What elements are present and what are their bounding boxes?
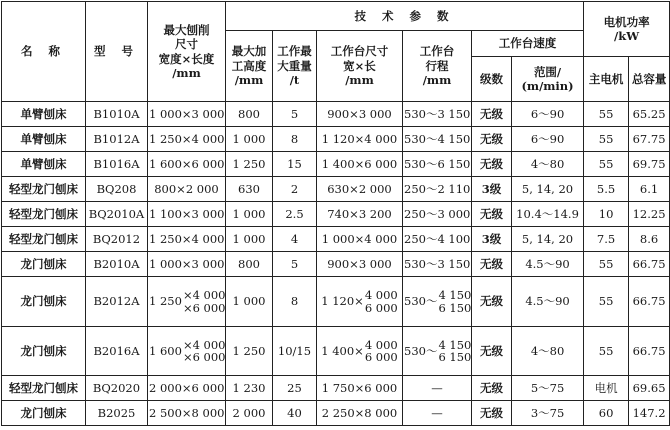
header-main-motor: 主电机 (584, 57, 629, 102)
table-row (2, 102, 670, 127)
table-row (2, 152, 670, 177)
cell-main-motor: 电机 (584, 376, 629, 401)
cell-weight: 8 (273, 127, 317, 152)
cell-travel: — (403, 376, 472, 401)
cell-name: 轻型龙门刨床 (2, 202, 86, 227)
table-row (2, 327, 670, 376)
cell-total: 69.75 (629, 152, 670, 177)
cell-main-motor: 7.5 (584, 227, 629, 252)
cell-weight: 4 (273, 227, 317, 252)
cell-size: 800×2 000 (148, 177, 226, 202)
header-max-weight: 工作最 大重量 /t (273, 31, 317, 102)
cell-model: BQ2020 (86, 376, 148, 401)
cell-name: 单臂刨床 (2, 152, 86, 177)
cell-model: B1016A (86, 152, 148, 177)
cell-height: 1 250 (226, 152, 273, 177)
cell-table-size (317, 277, 403, 327)
travel-stack: 530～ 4 150 6 150 (404, 337, 472, 364)
cell-weight: 15 (273, 152, 317, 177)
cell-name: 龙门刨床 (2, 252, 86, 277)
cell-levels: 3级 (472, 227, 512, 252)
cell-table-size: 1 120×4 000 (317, 127, 403, 152)
cell-weight: 2 (273, 177, 317, 202)
cell-weight: 25 (273, 376, 317, 401)
cell-model: BQ2010A (86, 202, 148, 227)
cell-size: 1 250×4 000 (148, 127, 226, 152)
cell-range: 4～80 (512, 152, 584, 177)
table-size-stack: 1 120× 4 000 6 000 (321, 288, 398, 315)
cell-model: B2012A (86, 277, 148, 327)
table-row (2, 376, 670, 401)
cell-total: 8.6 (629, 227, 670, 252)
cell-height: 1 000 (226, 277, 273, 327)
cell-height: 630 (226, 177, 273, 202)
cell-total: 66.75 (629, 327, 670, 376)
cell-main-motor: 55 (584, 127, 629, 152)
cell-size (148, 327, 226, 376)
cell-height: 2 000 (226, 401, 273, 426)
header-table-speed: 工作台速度 (472, 31, 584, 57)
cell-name: 轻型龙门刨床 (2, 177, 86, 202)
size-stack: 1 250 ×4 000 ×6 000 (149, 288, 226, 315)
cell-range: 6～90 (512, 102, 584, 127)
cell-model: BQ208 (86, 177, 148, 202)
cell-range: 4.5～90 (512, 252, 584, 277)
cell-total: 69.65 (629, 376, 670, 401)
header-tech-params: 技 术 参 数 (226, 2, 584, 31)
table-row (2, 202, 670, 227)
cell-weight: 40 (273, 401, 317, 426)
cell-levels: 无级 (472, 102, 512, 127)
cell-main-motor: 55 (584, 277, 629, 327)
cell-range: 6～90 (512, 127, 584, 152)
cell-weight: 10/15 (273, 327, 317, 376)
header-motor-power: 电机功率 /kW (584, 2, 670, 57)
cell-range: 3～75 (512, 401, 584, 426)
cell-weight: 5 (273, 252, 317, 277)
cell-weight: 2.5 (273, 202, 317, 227)
cell-model: B1012A (86, 127, 148, 152)
cell-model: B2016A (86, 327, 148, 376)
cell-height: 1 000 (226, 227, 273, 252)
cell-total: 66.75 (629, 277, 670, 327)
cell-total: 66.75 (629, 252, 670, 277)
cell-table-size: 900×3 000 (317, 252, 403, 277)
planer-spec-table (1, 1, 670, 426)
cell-total: 67.75 (629, 127, 670, 152)
header-table-travel: 工作台 行程 /mm (403, 31, 472, 102)
cell-name: 轻型龙门刨床 (2, 376, 86, 401)
cell-size: 1 000×3 000 (148, 102, 226, 127)
cell-main-motor: 55 (584, 102, 629, 127)
cell-travel: 530～4 150 (403, 127, 472, 152)
cell-levels: 无级 (472, 252, 512, 277)
cell-table-size (317, 327, 403, 376)
cell-range: 4.5～90 (512, 277, 584, 327)
cell-levels: 3级 (472, 177, 512, 202)
cell-levels: 无级 (472, 127, 512, 152)
table-row (2, 401, 670, 426)
cell-total: 12.25 (629, 202, 670, 227)
cell-name: 龙门刨床 (2, 277, 86, 327)
cell-height: 1 000 (226, 202, 273, 227)
cell-size: 1 100×3 000 (148, 202, 226, 227)
cell-height: 1 000 (226, 127, 273, 152)
cell-travel (403, 277, 472, 327)
cell-table-size: 1 000×4 000 (317, 227, 403, 252)
cell-size: 1 600×6 000 (148, 152, 226, 177)
cell-name: 龙门刨床 (2, 401, 86, 426)
cell-range: 5, 14, 20 (512, 227, 584, 252)
cell-weight: 8 (273, 277, 317, 327)
cell-size (148, 277, 226, 327)
cell-main-motor: 55 (584, 152, 629, 177)
table-row (2, 127, 670, 152)
cell-main-motor: 55 (584, 252, 629, 277)
cell-levels: 无级 (472, 202, 512, 227)
cell-name: 单臂刨床 (2, 102, 86, 127)
cell-height: 1 250 (226, 327, 273, 376)
cell-travel (403, 327, 472, 376)
cell-main-motor: 5.5 (584, 177, 629, 202)
cell-table-size: 900×3 000 (317, 102, 403, 127)
header-speed-range: 范围/ (m/min) (512, 57, 584, 102)
cell-height: 800 (226, 252, 273, 277)
table-row (2, 252, 670, 277)
header-total-capacity: 总容量 (629, 57, 670, 102)
cell-levels: 无级 (472, 277, 512, 327)
travel-stack: 530～ 4 150 6 150 (404, 288, 472, 315)
cell-table-size: 1 400×6 000 (317, 152, 403, 177)
cell-travel: 530～3 150 (403, 252, 472, 277)
table-size-stack: 1 400× 4 000 6 000 (321, 337, 398, 364)
table-row (2, 227, 670, 252)
cell-levels: 无级 (472, 327, 512, 376)
cell-travel: 250～4 100 (403, 227, 472, 252)
cell-range: 5, 14, 20 (512, 177, 584, 202)
cell-travel: 530～6 150 (403, 152, 472, 177)
table-row (2, 177, 670, 202)
cell-model: B1010A (86, 102, 148, 127)
cell-total: 65.25 (629, 102, 670, 127)
cell-levels: 无级 (472, 376, 512, 401)
cell-main-motor: 10 (584, 202, 629, 227)
header-max-size: 最大刨削 尺寸 宽度×长度 /mm (148, 2, 226, 102)
header-max-height: 最大加 工高度 /mm (226, 31, 273, 102)
cell-table-size: 740×3 200 (317, 202, 403, 227)
cell-range: 4～80 (512, 327, 584, 376)
cell-travel: 530～3 150 (403, 102, 472, 127)
cell-weight: 5 (273, 102, 317, 127)
cell-total: 147.2 (629, 401, 670, 426)
cell-levels: 无级 (472, 152, 512, 177)
cell-size: 2 000×6 000 (148, 376, 226, 401)
cell-model: BQ2012 (86, 227, 148, 252)
cell-levels: 无级 (472, 401, 512, 426)
cell-total: 6.1 (629, 177, 670, 202)
header-speed-levels: 级数 (472, 57, 512, 102)
cell-travel: 250～2 110 (403, 177, 472, 202)
cell-main-motor: 60 (584, 401, 629, 426)
cell-model: B2025 (86, 401, 148, 426)
cell-travel: 250～3 000 (403, 202, 472, 227)
cell-size: 1 000×3 000 (148, 252, 226, 277)
cell-model: B2010A (86, 252, 148, 277)
header-name: 名 称 (2, 2, 86, 102)
cell-range: 10.4～14.9 (512, 202, 584, 227)
cell-size: 1 250×4 000 (148, 227, 226, 252)
cell-name: 龙门刨床 (2, 327, 86, 376)
cell-height: 800 (226, 102, 273, 127)
cell-height: 1 230 (226, 376, 273, 401)
size-stack: 1 600 ×4 000 ×6 000 (149, 337, 226, 364)
table-row (2, 277, 670, 327)
cell-main-motor: 55 (584, 327, 629, 376)
header-model: 型 号 (86, 2, 148, 102)
cell-table-size: 630×2 000 (317, 177, 403, 202)
cell-table-size: 2 250×8 000 (317, 401, 403, 426)
cell-travel: — (403, 401, 472, 426)
header-table-size: 工作台尺寸 宽×长 /mm (317, 31, 403, 102)
cell-size: 2 500×8 000 (148, 401, 226, 426)
cell-table-size: 1 750×6 000 (317, 376, 403, 401)
cell-name: 轻型龙门刨床 (2, 227, 86, 252)
cell-name: 单臂刨床 (2, 127, 86, 152)
cell-range: 5～75 (512, 376, 584, 401)
